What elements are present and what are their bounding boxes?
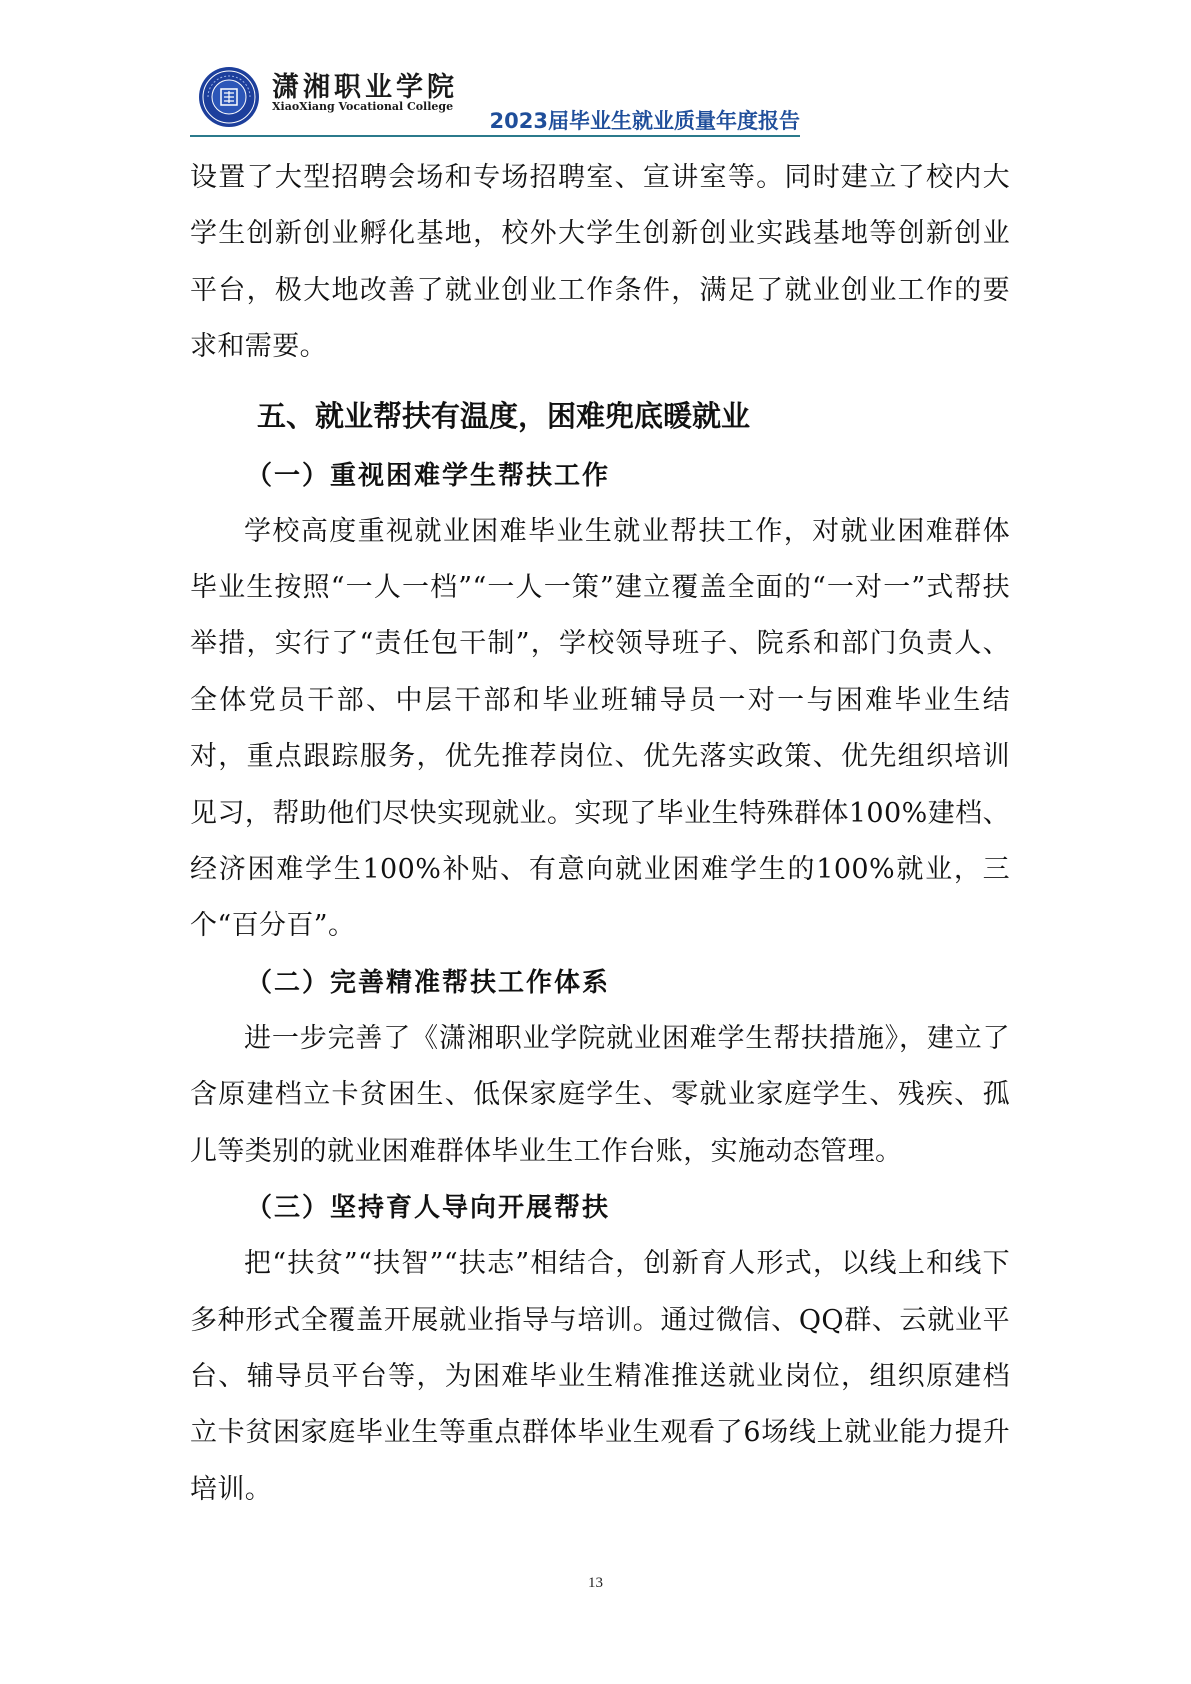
subsection-paragraph-1: 学校高度重视就业困难毕业生就业帮扶工作，对就业困难群体毕业生按照“一人一档”“一人一策”建立覆盖全面的“一对一”式帮扶举措，实行了“责任包干制”，学校领导班子、院系和部门负责人、全体党员干部、中层干部和毕业班辅导员一对一与困难毕业生结对，重点跟踪服务，优先推荐岗位、优先落实政策、优先组织培训见习，帮助他们尽快实现就业。实现了毕业生特殊群体100%建档、经济困难学生100%补贴、有意向就业困难学生的100%就业，三个“百分百”。: [190, 515, 1010, 942]
subsection-heading-1: （一）重视困难学生帮扶工作: [246, 460, 611, 491]
school-name-en: XiaoXiang Vocational College: [272, 100, 454, 113]
page-body: [190, 150, 1010, 1518]
subsection-paragraph-3: 把“扶贫”“扶智”“扶志”相结合，创新育人形式，以线上和线下多种形式全覆盖开展就业指导与培训。通过微信、QQ群、云就业平台、辅导员平台等，为困难毕业生精准推送就业岗位，组织原建档立卡贫困家庭毕业生等重点群体毕业生观看了6场线上就业能力提升培训。: [190, 1248, 1010, 1505]
college-seal-icon: [198, 66, 260, 128]
subsection-heading-3: （三）坚持育人导向开展帮扶: [246, 1193, 611, 1224]
intro-paragraph: 设置了大型招聘会场和专场招聘室、宣讲室等。同时建立了校内大学生创新创业孵化基地，校外大学生创新创业实践基地等创新创业平台，极大地改善了就业创业工作条件，满足了就业创业工作的要求和需要。: [190, 162, 1010, 363]
subsection-heading-2: （二）完善精准帮扶工作体系: [246, 967, 611, 998]
school-name-cn: 潇湘职业学院: [272, 72, 458, 103]
subsection-paragraph-2: 进一步完善了《潇湘职业学院就业困难学生帮扶措施》，建立了含原建档立卡贫困生、低保家庭学生、零就业家庭学生、残疾、孤儿等类别的就业困难群体毕业生工作台账，实施动态管理。: [190, 1022, 1010, 1167]
section-heading: 五、就业帮扶有温度，困难兜底暖就业: [257, 398, 751, 433]
page-header: [190, 50, 800, 145]
page-number: 13: [588, 1575, 603, 1591]
header-divider: [190, 135, 800, 137]
report-title: 2023届毕业生就业质量年度报告: [489, 109, 800, 133]
